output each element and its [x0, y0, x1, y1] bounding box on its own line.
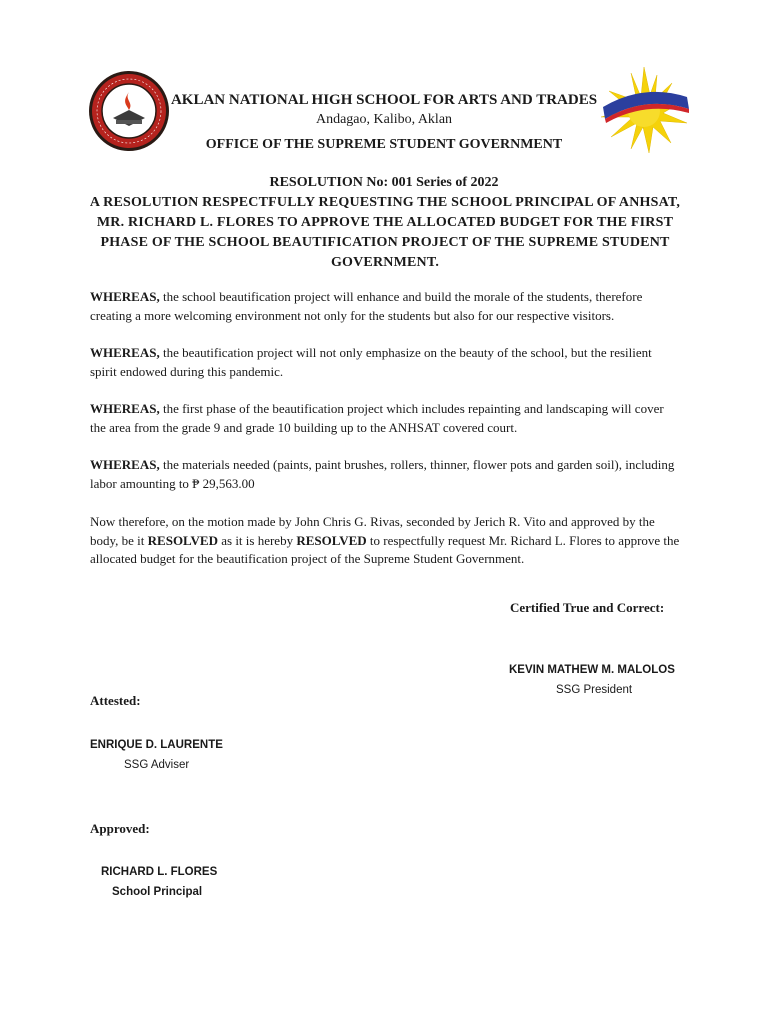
office-title: OFFICE OF THE SUPREME STUDENT GOVERNMENT — [205, 137, 563, 152]
whereas-label: WHEREAS, — [90, 345, 160, 360]
whereas-label: WHEREAS, — [90, 289, 160, 304]
whereas-text: the school beautification project will enhance and build the morale of the students, therefore creating a more welcoming environment not only for the students but also for our respective visitors. — [90, 289, 643, 323]
conclusion-text: to respectfully request Mr. Richard L. Flores to approve the allocated budget for the beautification project of the Supreme Student Government. — [90, 532, 680, 566]
resolution-title: A RESOLUTION RESPECTFULLY REQUESTING THE SCHOOL PRINCIPAL OF ANHSAT, MR. RICHARD L. FLORES TO APPROVE THE ALLOCATED BUDGET FOR THE FIRST PHASE OF THE SCHOOL BEAUTIFICATION PROJECT OF THE SUPREME STUDENT GOVERNMENT. — [89, 195, 681, 270]
president-role: SSG President — [556, 684, 633, 696]
school-address: Andagao, Kalibo, Aklan — [315, 112, 453, 127]
adviser-role: SSG Adviser — [124, 759, 190, 771]
school-name: AKLAN NATIONAL HIGH SCHOOL FOR ARTS AND TRADES — [170, 92, 598, 108]
whereas-paragraph-3 — [90, 400, 680, 437]
resolved-keyword: RESOLVED — [147, 532, 218, 548]
whereas-paragraph-2 — [90, 344, 680, 381]
conclusion-text: Now therefore, on the motion made by John Chris G. Rivas, seconded by Jerich R. Vito and approved by the body, be it — [90, 514, 655, 548]
whereas-label: WHEREAS, — [90, 401, 160, 416]
attested-label: Attested: — [90, 693, 141, 708]
president-name: KEVIN MATHEW M. MALOLOS — [509, 664, 675, 676]
conclusion-text: as it is hereby — [217, 532, 297, 548]
conclusion-paragraph — [90, 513, 680, 569]
adviser-name: ENRIQUE D. LAURENTE — [90, 739, 223, 751]
principal-role: School Principal — [112, 886, 203, 898]
whereas-text: the first phase of the beautification project which includes repainting and landscaping will cover the area from the grade 9 and grade 10 building up to the ANHSAT covered court. — [90, 401, 664, 435]
whereas-paragraph-1 — [90, 288, 680, 325]
whereas-text: the materials needed (paints, paint brushes, rollers, thinner, flower pots and garden soil), including labor amounting to ₱ 29,563.00 — [90, 457, 675, 491]
whereas-label: WHEREAS, — [90, 457, 160, 472]
resolution-number: RESOLUTION No: 001 Series of 2022 — [269, 175, 499, 190]
certified-label: Certified True and Correct: — [510, 600, 665, 615]
whereas-paragraph-4 — [90, 456, 680, 493]
whereas-text: the beautification project will not only emphasize on the beauty of the school, but the resilient spirit endowed during this pandemic. — [90, 345, 652, 379]
principal-name: RICHARD L. FLORES — [101, 866, 218, 878]
resolved-keyword: RESOLVED — [296, 532, 367, 548]
approved-label: Approved: — [90, 821, 150, 836]
